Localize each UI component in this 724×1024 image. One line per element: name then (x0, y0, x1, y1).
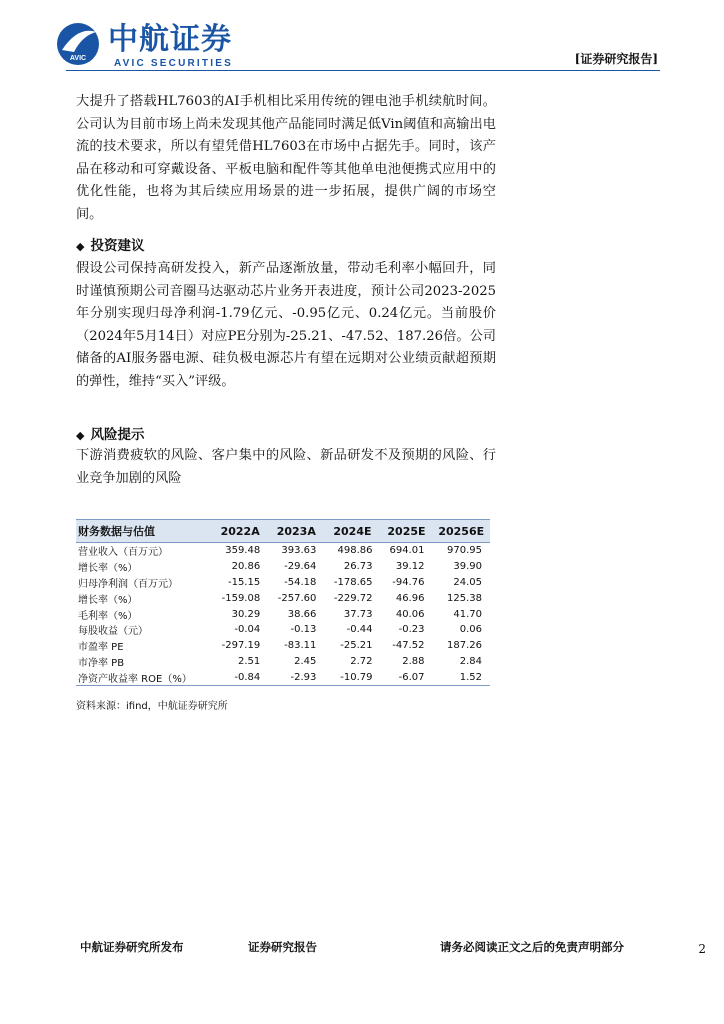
table-cell: 增长率（%） (78, 594, 138, 606)
table-cell: 694.01 (389, 545, 425, 557)
table-cell: 2.45 (294, 655, 317, 667)
footer-report-type: 证券研究报告 (248, 940, 317, 954)
table-cell: 41.70 (453, 608, 482, 620)
table-cell: 每股收益（元） (78, 626, 148, 638)
table-cell: -0.44 (346, 624, 373, 636)
table-cell: 359.48 (225, 545, 261, 557)
table-cell: 营业收入（百万元） (78, 547, 168, 559)
logo-chinese-name: 中航证券 (108, 22, 232, 57)
table-row (76, 622, 490, 638)
table-cell: 37.73 (343, 608, 373, 620)
table-cell: 498.86 (337, 545, 373, 557)
table-cell: -229.72 (333, 592, 373, 604)
table-row (76, 638, 490, 654)
table-cell: -83.11 (284, 640, 317, 652)
table-cell: -2.93 (268, 669, 324, 685)
table-cell: 2.72 (350, 655, 373, 667)
diamond-bullet-icon: ◆ (76, 240, 85, 253)
paragraph-risk-warning: 下游消费疲软的风险、客户集中的风险、新品研发不及预期的风险、行业竞争加剧的风险 (76, 448, 496, 486)
avic-logo-icon (56, 22, 100, 66)
table-header-cell: 20256E (432, 520, 490, 543)
table-cell: 净资产收益率 ROE（%） (76, 669, 212, 685)
table-cell: 38.66 (287, 608, 317, 620)
section-title-risk-warning (76, 423, 144, 443)
table-cell: 39.90 (453, 561, 482, 573)
table-cell: 24.05 (453, 576, 482, 588)
table-cell: 125.38 (447, 592, 482, 604)
table-row (76, 654, 490, 670)
table-cell: 40.06 (395, 608, 425, 620)
financial-data-table (76, 519, 490, 686)
report-type-tag: [证券研究报告] (574, 52, 658, 66)
table-cell: -0.23 (398, 624, 425, 636)
table-cell: -0.84 (212, 669, 268, 685)
table-cell: -25.21 (340, 640, 373, 652)
table-cell: -159.08 (221, 592, 261, 604)
section-title-text: 投资建议 (90, 238, 145, 254)
table-cell: -297.19 (221, 640, 261, 652)
table-cell: 1.52 (432, 669, 490, 685)
table-cell: 46.96 (395, 592, 425, 604)
footer-disclaimer-note: 请务必阅读正文之后的免责声明部分 (440, 940, 624, 954)
company-logo (56, 20, 256, 70)
table-cell: 970.95 (447, 545, 482, 557)
table-row (76, 559, 490, 575)
diamond-bullet-icon: ◆ (76, 429, 85, 442)
table-cell: 39.12 (395, 561, 425, 573)
section-title-investment-advice (76, 234, 144, 254)
table-cell: -257.60 (277, 592, 317, 604)
paragraph-investment-advice: 假设公司保持高研发投入，新产品逐渐放量，带动毛利率小幅回升，同时谨慎预期公司音圈马达驱动芯片业务开表进度，预计公司2023-2025年分别实现归母净利润-1.79亿元、-0.95亿元、0.24亿元。当前股价（2024年5月14日）对应PE分别为-25.21、-47.52、187.26倍。公司储备的AI服务器电源、硅负极电源芯片有望在远期对公业绩贡献超预期的弹性，维持“买入”评级。 (76, 261, 496, 389)
table-header-row (76, 520, 490, 543)
paragraph-product-outlook: 大提升了搭载HL7603的AI手机相比采用传统的锂电池手机续航时间。公司认为目前市场上尚未发现其他产品能同时满足低Vin阈值和高输出电流的技术要求，所以有望凭借HL7603在市场中占据先手。同时，该产品在移动和可穿戴设备、平板电脑和配件等其他单电池便携式应用中的优化性能，也将为其后续应用场景的进一步拓展，提供广阔的市场空间。 (76, 94, 496, 222)
table-cell: -10.79 (324, 669, 380, 685)
table-cell: -94.76 (392, 576, 425, 588)
table-cell: 2.51 (237, 655, 261, 667)
table-row (76, 606, 490, 622)
header-divider (66, 70, 660, 71)
table-header-cell: 2022A (212, 520, 268, 543)
table-header-cell: 财务数据与估值 (76, 520, 212, 543)
table-row (76, 543, 490, 559)
table-cell: 市盈率 PE (78, 642, 124, 654)
table-cell: 2.88 (402, 655, 425, 667)
table-header-cell: 2023A (268, 520, 324, 543)
table-cell: -29.64 (284, 561, 317, 573)
table-source-note: 资料来源：ifind，中航证券研究所 (76, 701, 228, 712)
table-row (76, 575, 490, 591)
table-cell: -15.15 (227, 576, 261, 588)
table-cell: 增长率（%） (78, 563, 138, 575)
table-cell: 2.84 (459, 655, 482, 667)
table-cell: -0.13 (290, 624, 317, 636)
table-cell: -6.07 (381, 669, 433, 685)
table-cell: 20.86 (231, 561, 261, 573)
page-number: 2 (698, 942, 706, 956)
table-cell: -47.52 (392, 640, 425, 652)
table-cell: 30.29 (231, 608, 261, 620)
table-cell: 187.26 (447, 640, 482, 652)
table-cell: -0.04 (234, 624, 261, 636)
table-cell: 393.63 (281, 545, 317, 557)
logo-mark-text: AVIC (69, 55, 87, 62)
table-header-cell: 2024E (324, 520, 380, 543)
footer-publisher: 中航证券研究所发布 (80, 940, 184, 954)
table-cell: 归母净利润（百万元） (78, 578, 178, 590)
table-cell: 0.06 (459, 624, 482, 636)
table-cell: 26.73 (343, 561, 373, 573)
table-header-cell: 2025E (381, 520, 433, 543)
table-cell: -54.18 (284, 576, 317, 588)
section-title-text: 风险提示 (90, 427, 145, 443)
table-row (76, 669, 490, 685)
table-cell: 市净率 PB (78, 657, 125, 669)
logo-english-name: AVIC SECURITIES (114, 58, 233, 69)
table-cell: -178.65 (333, 576, 373, 588)
table-row (76, 590, 490, 606)
table-cell: 毛利率（%） (78, 610, 138, 622)
